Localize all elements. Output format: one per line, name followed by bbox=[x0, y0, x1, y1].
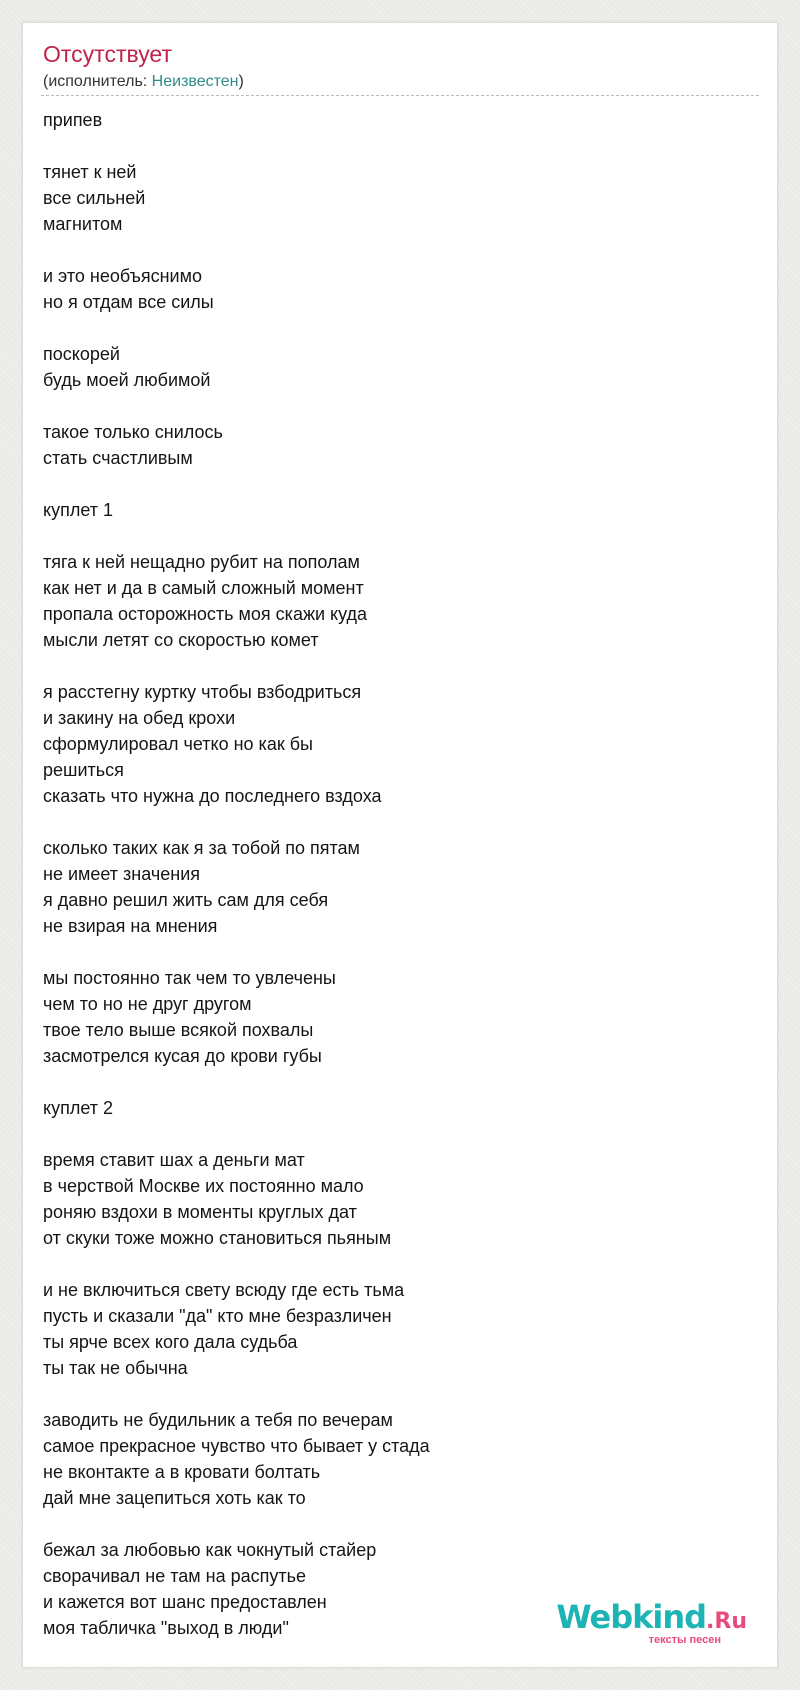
performer-prefix: (исполнитель: bbox=[43, 73, 152, 90]
logo-main-text: Webkind bbox=[556, 1598, 707, 1636]
lyrics-card bbox=[22, 22, 778, 1668]
performer-line bbox=[43, 72, 244, 91]
webkind-logo[interactable] bbox=[547, 1598, 747, 1649]
logo-wordmark bbox=[556, 1598, 747, 1636]
performer-suffix: ) bbox=[238, 73, 244, 90]
logo-tld: .Ru bbox=[706, 1609, 747, 1634]
logo-subtitle: тексты песен bbox=[648, 1634, 721, 1646]
title-divider bbox=[41, 95, 759, 96]
lyrics-text: припев тянет к ней все сильней магнитом и это необъяснимо но я отдам все силы поскорей будь моей любимой такое только снилось стать счастливым куплет 1 тяга к ней нещадно рубит на пополам как нет и да в самый сложный момент пропала осторожность моя скажи куда мысли летят со скоростью комет я расстегну куртку чтобы взбодриться и закину на обед крохи сформулировал четко но как бы решиться сказать что нужна до последнего вздоха сколько таких как я за тобой по пятам не имеет значения я давно решил жить сам для себя не взирая на мнения мы постоянно так чем то увлечены чем то но не друг другом твое тело выше всякой похвалы засмотрелся кусая до крови губы куплет 2 время ставит шах а деньги мат в черствой Москве их постоянно мало роняю вздохи в моменты круглых дат от скуки тоже можно становиться пьяным и не включиться свету всюду где есть тьма пусть и сказали "да" кто мне безразличен ты ярче всех кого дала судьба ты так не обычна заводить не будильник а тебя по вечерам самое прекрасное чувство что бывает у стада не вконтакте а в кровати болтать дай мне зацепиться хоть как то бежал за любовью как чокнутый стайер сворачивал не там на распутье и кажется вот шанс предоставлен моя табличка "выход в люди" bbox=[43, 110, 430, 1638]
performer-link[interactable]: Неизвестен bbox=[151, 73, 239, 90]
song-title: Отсутствует bbox=[43, 41, 172, 67]
